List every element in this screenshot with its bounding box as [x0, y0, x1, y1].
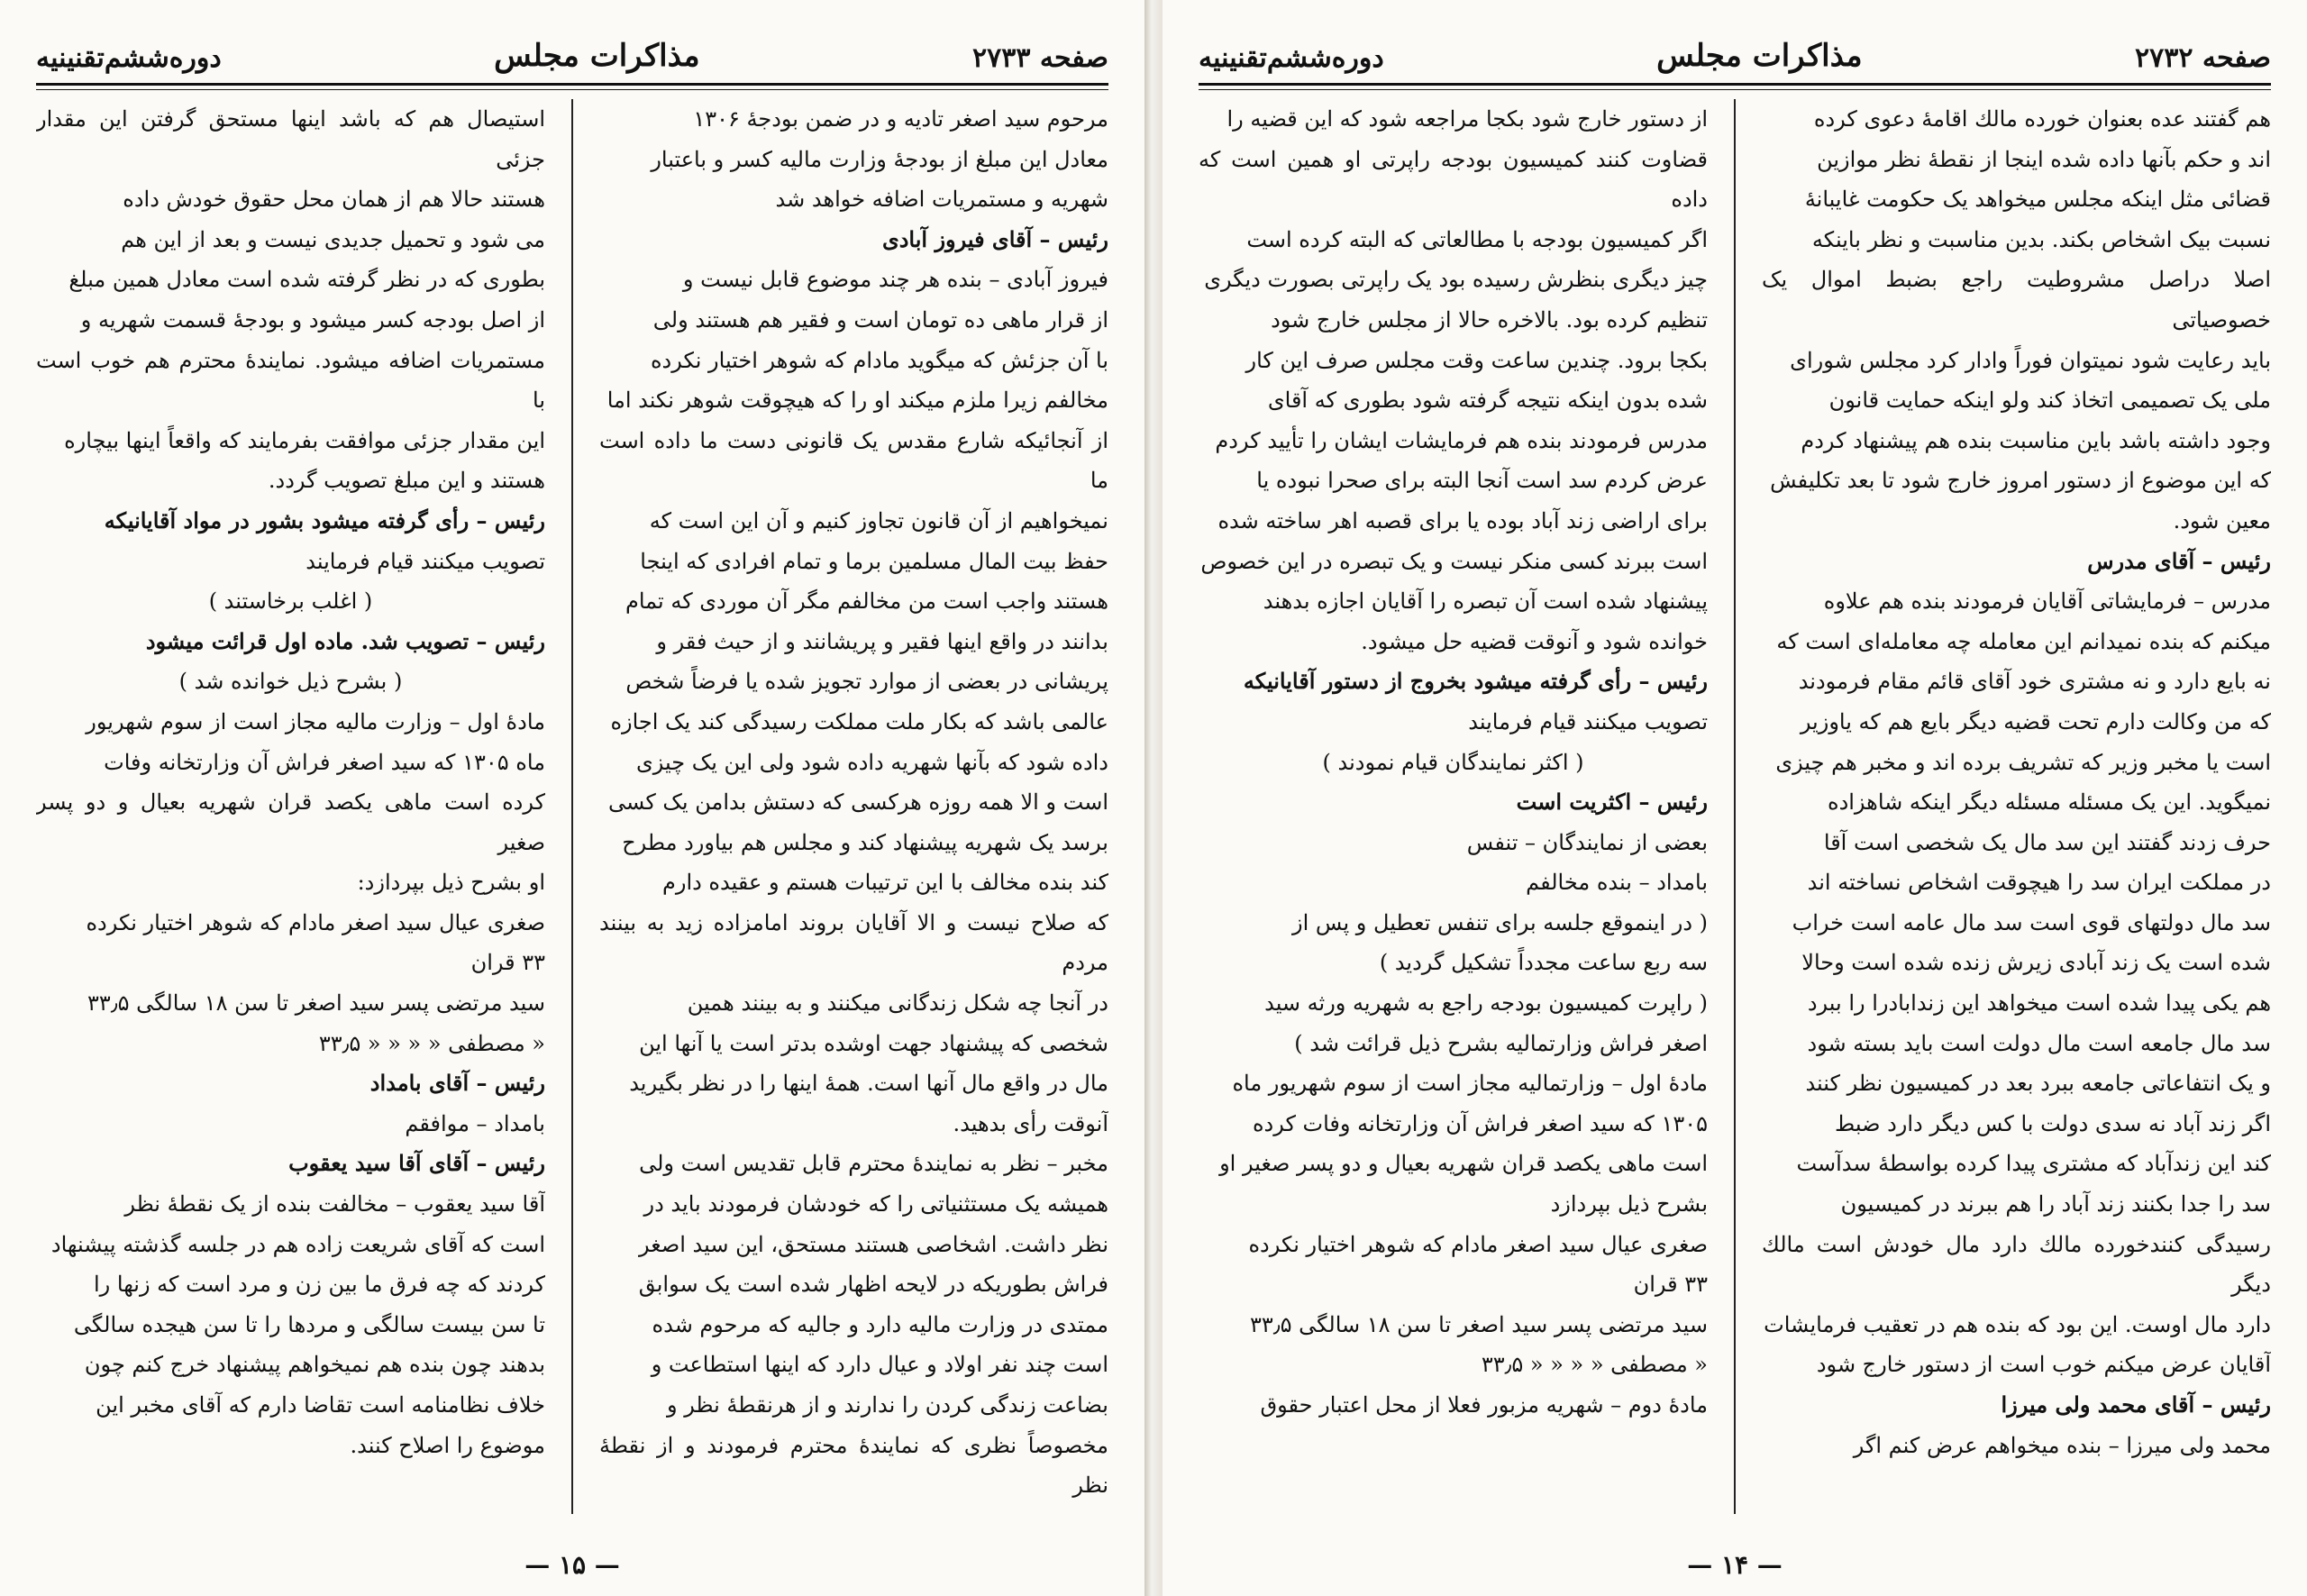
- right-page: [1163, 0, 2307, 1596]
- text-line: عرض کردم سد است آنجا البته برای صحرا نبوده یا: [1256, 468, 1708, 494]
- text-line: ماه ۱۳۰۵ که سید اصغر فراش آن وزارتخانه وفات: [104, 749, 545, 775]
- text-line: صغری عیال سید اصغر مادام که شوهر اختیار نکرده: [86, 909, 545, 935]
- text-line: است و الا همه روزه هرکسی که دستش بدامن یک کسی: [607, 789, 1108, 816]
- text-line: مرحوم سید اصغر تادیه و در ضمن بودجهٔ ۱۳۰۶: [693, 106, 1108, 132]
- text-line: ۳۳ قران: [470, 950, 545, 976]
- text-line: هستند واجب است من مخالفم مگر آن موردی که تمام: [625, 588, 1108, 615]
- text-line: در آنجا چه شکل زندگانی میکنند و به بینند همین: [687, 990, 1108, 1017]
- text-line: آقایان عرض میکنم خوب است از دستور خارج شود: [1816, 1352, 2271, 1378]
- page-header: [36, 20, 1108, 74]
- text-line: همیشه یک مستثنیاتی را که خودشان فرمودند باید در: [643, 1191, 1108, 1218]
- text-line: رسیدگی کنندخورده مالك دارد مال خودش است مالك دیگر: [1762, 1231, 2271, 1298]
- column-right: [1762, 99, 2271, 1523]
- text-line: ۳۳ قران: [1633, 1272, 1708, 1298]
- book-gutter: [1144, 0, 1163, 1596]
- text-line: تنظیم کرده بود. بالاخره حالا از مجلس خارج شود: [1271, 306, 1708, 333]
- column-left: [1199, 99, 1708, 1523]
- text-line: او بشرح ذیل بپردازد:: [357, 870, 545, 896]
- text-line: اگر کمیسیون بودجه با مطالعاتی که البته کرده است: [1246, 226, 1708, 252]
- text-line: بدانند در واقع اینها فقیر و پریشانند و از حیث فقر و: [656, 628, 1108, 654]
- text-line: که صلاح نیست و الا آقایان بروند امامزاده زید به بینند مردم: [599, 909, 1108, 976]
- text-line: سید مرتضی پسر سید اصغر تا سن ۱۸ سالگی ۳۳٫۵: [1250, 1311, 1708, 1337]
- text-line: مدرس فرمودند بنده هم فرمایشات ایشان را تأیید کردم: [1215, 427, 1708, 453]
- text-line: ممتدی در وزارت مالیه دارد و جالیه که مرحوم شده: [652, 1311, 1108, 1337]
- text-line: بعضی از نمایندگان – تنفس: [1466, 829, 1708, 855]
- text-line: هستند حالا هم از همان محل حقوق خودش داده: [123, 187, 545, 213]
- text-line: موضوع را اصلاح کنند.: [350, 1432, 545, 1458]
- text-line: سید مرتضی پسر سید اصغر تا سن ۱۸ سالگی ۳۳٫۵: [87, 990, 545, 1017]
- text-line: می شود و تحمیل جدیدی نیست و بعد از این هم: [121, 226, 545, 252]
- page-footer-number: — ۱۵ —: [524, 1550, 620, 1580]
- text-line: رئیس – رأی گرفته میشود بشور در مواد آقایانیکه: [104, 506, 545, 534]
- text-line: است ببرند کسی منکر نیست و یک تبصره در این خصوص: [1200, 548, 1708, 574]
- text-line: بضاعت زندگی کردن را ندارند و از هرنقطهٔ نظر و: [666, 1392, 1108, 1418]
- text-line: شده است یک زند آبادی زیرش زنده شده است وحالا: [1801, 950, 2271, 976]
- text-line: خوانده شود و آنوقت قضیه حل میشود.: [1361, 628, 1708, 654]
- text-line: رئیس – آقای آقا سید یعقوب: [288, 1150, 545, 1177]
- text-line: وجود داشته باشد باین مناسبت بنده هم پیشنهاد کردم: [1801, 427, 2271, 453]
- header-rule: [1199, 83, 2271, 90]
- text-line: قضائی مثل اینکه مجلس میخواهد یک حکومت غایبانهٔ: [1804, 187, 2271, 213]
- text-line: برای اراضی زند آباد بوده یا برای قصبه اهر ساخته شده: [1217, 507, 1708, 534]
- text-line: از آنجائیکه شارع مقدس یک قانونی دست ما داده است ما: [599, 427, 1108, 494]
- text-line: نمیخواهیم از آن قانون تجاوز کنیم و آن این است که: [649, 507, 1108, 534]
- text-line: مخصوصاً نظری که نمایندهٔ محترم فرمودند و از نقطهٔ نظر: [599, 1432, 1108, 1499]
- text-line: هم گفتند عده‌ بعنوان خورده مالك اقامهٔ دعوی کرده: [1813, 106, 2271, 132]
- text-line: ( بشرح ذیل خوانده شد ): [178, 669, 403, 695]
- text-line: با آن جزئش که میگوید مادام که شوهر اختیار نکرده: [650, 347, 1108, 373]
- text-line: که من وکالت دارم تحت قضیه دیگر بایع هم که یاوزیر: [1800, 708, 2271, 734]
- text-line: ( اغلب برخاستند ): [208, 588, 373, 615]
- column-left: [36, 99, 545, 1523]
- text-line: اگر زند آباد نه سدی دولت با کس دیگر دارد ضبط: [1835, 1110, 2271, 1136]
- text-line: بکجا برود. چندین ساعت وقت مجلس صرف این کار: [1245, 347, 1708, 373]
- text-line: عالمی باشد که بکار ملت مملکت رسیدگی کند یک اجازه: [610, 708, 1108, 734]
- text-line: تصویب میکنند قیام فرمایند: [1468, 708, 1708, 734]
- text-line: حفظ بیت المال مسلمین برما و تمام افرادی که اینجا: [640, 548, 1108, 574]
- text-line: اصغر فراش وزارتمالیه بشرح ذیل قرائت شد ): [1294, 1030, 1708, 1056]
- text-line: مخبر – نظر به نمایندهٔ محترم قابل تقدیس است ولی: [639, 1151, 1108, 1177]
- text-line: ۱۳۰۵ که سید اصغر فراش آن وزارتخانه وفات کرده: [1252, 1110, 1708, 1136]
- text-line: اصلا دراصل مشروطیت راجع بضبط اموال یک خصوصیاتی: [1762, 267, 2271, 333]
- header-page-number: صفحه ۲۷۳۳: [972, 42, 1108, 74]
- header-rule: [36, 83, 1108, 90]
- left-page: [0, 0, 1144, 1596]
- text-line: نمیگوید. این یک مسئله مسئله دیگر اینکه شاهزاده: [1828, 789, 2271, 816]
- text-line: رئیس – آقای فیروز آبادی: [881, 225, 1108, 252]
- text-line: اند و حکم بآنها داده شده اینجا از نقطهٔ نظر موازین: [1817, 146, 2271, 172]
- text-line: بامداد – بنده مخالفم: [1526, 870, 1708, 896]
- text-line: صغری عیال سید اصغر مادام که شوهر اختیار نکرده: [1248, 1231, 1708, 1257]
- text-line: است که آقای شریعت زاده هم در جلسه گذشته پیشنهاد: [50, 1231, 545, 1257]
- header-page-number: صفحه ۲۷۳۲: [2135, 42, 2271, 74]
- text-line: برسد یک شهریه پیشنهاد کند و مجلس هم بیاورد مطرح: [622, 829, 1108, 855]
- text-line: مادهٔ دوم – شهریه مزبور فعلا از محل اعتبار حقوق: [1260, 1392, 1708, 1418]
- text-line: ( در اینموقع جلسه برای تنفس تعطیل و پس از: [1292, 909, 1708, 935]
- text-line: و یک انتفاعاتی جامعه ببرد بعد در کمیسیون نظر کنند: [1805, 1071, 2271, 1097]
- text-line: است یا مخبر وزیر که تشریف برده اند و مخبر هم چیزی: [1775, 749, 2271, 775]
- text-line: است ماهی یکصد قران شهریه بعیال و دو پسر صغیر او: [1219, 1151, 1708, 1177]
- text-line: رئیس – تصویب شد. ماده اول قرائت میشود: [145, 627, 545, 654]
- header-title: مذاکرات مجلس: [494, 38, 700, 74]
- text-line: هستند و این مبلغ تصویب گردد.: [268, 468, 545, 494]
- column-separator: [571, 99, 573, 1514]
- text-line: فراش بطوریکه در لایحه اظهار شده است یک سوابق: [638, 1272, 1108, 1298]
- text-line: کند این زندآباد که مشتری پیدا کرده بواسطهٔ سدآست: [1796, 1151, 2271, 1177]
- text-line: خلاف نظامنامه است تقاضا دارم که آقای مخبر این: [96, 1392, 545, 1418]
- text-line: که این موضوع از دستور امروز خارج شود تا بعد تکلیفش: [1770, 468, 2271, 494]
- header-title: مذاکرات مجلس: [1656, 38, 1863, 74]
- text-line: شده بدون اینکه نتیجه گرفته شود بطوری که آقای: [1267, 388, 1708, 414]
- text-line: حرف زدند گفتند این سد مال یک شخصی است آقا: [1823, 829, 2271, 855]
- text-line: در مملکت ایران سد را هیچوقت اشخاص نساخته اند: [1807, 870, 2271, 896]
- text-line: مال در واقع مال آنها است. همهٔ اینها را در نظر بگیرید: [629, 1071, 1108, 1097]
- text-line: از قرار ماهی ده تومان است و فقیر هم هستند ولی: [652, 306, 1108, 333]
- text-line: قضاوت کنند کمیسیون بودجه راپرتی او همین است که داده: [1199, 146, 1708, 213]
- text-line: دارد مال اوست. این بود که بنده هم در تعقیب فرمایشات: [1764, 1311, 2271, 1337]
- text-line: است چند نفر اولاد و عیال دارد که اینها استطاعت و: [651, 1352, 1108, 1378]
- text-line: مستمریات اضافه میشود. نمایندهٔ محترم هم خوب است با: [36, 347, 545, 414]
- text-line: نسبت بیک اشخاص بکند. بدین مناسبت و نظر باینکه: [1811, 226, 2271, 252]
- text-line: مادهٔ اول – وزارتمالیه مجاز است از سوم شهریور ماه: [1232, 1071, 1708, 1097]
- text-line: بامداد – موافقم: [405, 1110, 545, 1136]
- text-line: « مصطفی « « « « ۳۳٫۵: [1481, 1352, 1708, 1378]
- text-line: معین شود.: [2173, 507, 2271, 534]
- text-line: ( راپرت کمیسیون بودجه راجع به شهریه ورثه سید: [1264, 990, 1708, 1017]
- text-line: سد مال جامعه است مال دولت است باید بسته شود: [1807, 1030, 2271, 1056]
- text-line: تا سن بیست سالگی و مردها را تا سن هیجده سالگی: [73, 1311, 545, 1337]
- text-line: نظر داشت. اشخاصی هستند مستحق، این سید اصغر: [639, 1231, 1108, 1257]
- text-line: رئیس – آقای محمد ولی میرزا: [2001, 1391, 2271, 1418]
- text-line: آقا سید یعقوب – مخالفت بنده از یک نقطهٔ نظر: [124, 1191, 545, 1218]
- text-line: از دستور خارج شود بکجا مراجعه شود که این قضیه را: [1226, 106, 1708, 132]
- text-line: رئیس – اکثریت است: [1516, 789, 1708, 816]
- text-line: مدرس – فرمایشاتی آقایان فرمودند بنده هم علاوه: [1823, 588, 2271, 615]
- header-session: دوره‌ششم‌تقنینیه: [36, 42, 222, 74]
- text-line: ( اکثر نمایندگان قیام نمودند ): [1322, 749, 1584, 775]
- text-line: میکنم که بنده نمیدانم این معامله چه معامله‌ای است که: [1776, 628, 2271, 654]
- text-line: کرده است ماهی یکصد قران شهریه بعیال و دو پسر صغیر: [36, 789, 545, 855]
- text-line: آنوقت رأی بدهید.: [953, 1110, 1108, 1136]
- text-line: فیروز آبادی – بنده هر چند موضوع قابل نیست و: [682, 267, 1108, 293]
- text-line: سه ربع ساعت مجدداً تشکیل گردید ): [1379, 950, 1708, 976]
- text-line: این مقدار جزئی موافقت بفرمایند که واقعاً اینها بیچاره: [64, 427, 545, 453]
- column-right: [599, 99, 1108, 1523]
- text-line: چیز دیگری بنظرش رسیده بود یک راپرتی بصورت دیگری: [1204, 267, 1708, 293]
- text-line: « مصطفی « « « « ۳۳٫۵: [318, 1030, 545, 1056]
- text-line: پیشنهاد شده است آن تبصره را آقایان اجازه بدهند: [1263, 588, 1708, 615]
- text-line: ملی یک تصمیمی اتخاذ کند ولو اینکه حمایت قانون: [1828, 388, 2271, 414]
- text-line: از اصل بودجه کسر میشود و بودجهٔ قسمت شهریه و: [80, 306, 545, 333]
- text-line: سد را جدا بکنند زند آباد را هم ببرند در کمیسیون: [1840, 1191, 2271, 1218]
- page-footer-number: — ۱۴ —: [1687, 1550, 1783, 1580]
- text-line: نه بایع دارد و نه مشتری خود آقای قائم مقام فرمودند: [1798, 669, 2271, 695]
- text-line: هم یکی پیدا شده است میخواهد این زندابادرا را ببرد: [1807, 990, 2271, 1017]
- text-line: باید رعایت شود نمیتوان فوراً وادار کرد مجلس شورای: [1790, 347, 2271, 373]
- text-line: بشرح ذیل بپردازد: [1550, 1191, 1708, 1218]
- text-line: شخصی که پیشنهاد جهت اوشده بدتر است یا آنها این: [639, 1030, 1108, 1056]
- text-line: رئیس – آقای مدرس: [2087, 547, 2271, 574]
- text-line: معادل این مبلغ از بودجهٔ وزارت مالیه کسر و باعتبار: [651, 146, 1108, 172]
- text-line: رئیس – رأی گرفته میشود بخروج از دستور آقایانیکه: [1243, 668, 1708, 695]
- text-line: تصویب میکنند قیام فرمایند: [305, 548, 545, 574]
- text-line: سد مال دولتهای قوی است سد مال عامه است خراب: [1792, 909, 2271, 935]
- text-line: استیصال هم که باشد اینها مستحق گرفتن این مقدار جزئی: [36, 106, 545, 172]
- text-line: مادهٔ اول – وزارت مالیه مجاز است از سوم شهریور: [86, 708, 545, 734]
- column-separator: [1734, 99, 1736, 1514]
- page-header: [1199, 20, 2271, 74]
- text-line: محمد ولی میرزا – بنده میخواهم عرض کنم اگر: [1853, 1432, 2271, 1458]
- text-line: داده شود که بآنها شهریه داده شود ولی این یک چیزی: [635, 749, 1108, 775]
- text-line: کردند که چه فرق ما بین زن و مرد است که زنها را: [94, 1272, 545, 1298]
- text-line: پریشانی در بعضی از موارد تجویز شده یا فرضاً شخص: [625, 669, 1108, 695]
- text-line: بطوری که در نظر گرفته شده است معادل همین مبلغ: [68, 267, 545, 293]
- text-line: کند بنده مخالف با این ترتیبات هستم و عقیده دارم: [662, 870, 1108, 896]
- text-line: رئیس – آقای بامداد: [369, 1070, 545, 1097]
- text-line: شهریه و مستمریات اضافه خواهد شد: [775, 187, 1108, 213]
- text-line: بدهند چون بنده هم نمیخواهم پیشنهاد خرج کنم چون: [84, 1352, 545, 1378]
- text-line: مخالفم زیرا ملزم میکند او را که هیچوقت شوهر نکند اما: [606, 388, 1108, 414]
- header-session: دوره‌ششم‌تقنینیه: [1199, 42, 1384, 74]
